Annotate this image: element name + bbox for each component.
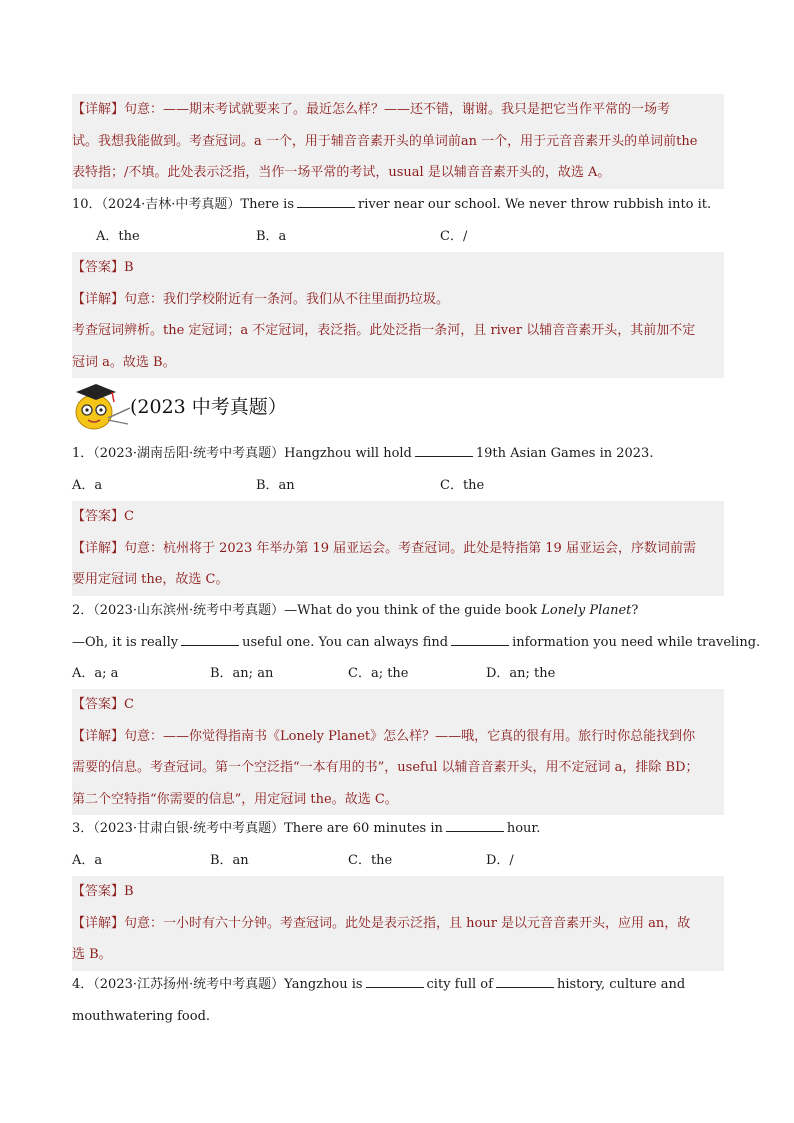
answer-blank <box>297 195 355 208</box>
answer-blank <box>415 444 473 457</box>
question-number: 4．（2023·江苏扬州·统考中考真题） <box>72 977 285 992</box>
question-number: 1．（2023·湖南岳阳·统考中考真题） <box>72 446 285 461</box>
question-number: 10．（2024·吉林·中考真题） <box>72 197 241 212</box>
question-1 <box>72 438 724 501</box>
section-heading <box>72 380 472 432</box>
answer-line: 【答案】B <box>72 884 134 899</box>
question-stem: mouthwatering food. <box>72 1008 211 1024</box>
book-title: Lonely Planet <box>541 603 632 618</box>
question-stem: 4．（2023·江苏扬州·统考中考真题）Yangzhou is city full of history, culture and <box>72 977 686 992</box>
q3-answer <box>72 876 724 971</box>
option-c: C．the <box>440 477 485 493</box>
explanation-line: 【详解】句意：我们学校附近有一条河。我们从不往里面扔垃圾。 <box>72 291 450 307</box>
question-stem: 3．（2023·甘肃白银·统考中考真题）There are 60 minutes in hour. <box>72 821 541 836</box>
question-stem: 2．（2023·山东滨州·统考中考真题）—What do you think of the guide book Lonely Planet? <box>72 603 639 618</box>
explanation-line: 第二个空特指“你需要的信息”，用定冠词 the。故选 C。 <box>72 791 398 807</box>
explanation-line: 冠词 a。故选 B。 <box>72 354 176 370</box>
options-row <box>72 658 724 690</box>
option-b: B．an <box>210 852 249 868</box>
question-stem: 10．（2024·吉林·中考真题）There is river near our school. We never throw rubbish into it. <box>72 197 712 212</box>
option-c: C．the <box>348 852 393 868</box>
question-number: 2．（2023·山东滨州·统考中考真题） <box>72 603 285 618</box>
explanation-line: 要用定冠词 the，故选 C。 <box>72 572 229 587</box>
question-number: 3．（2023·甘肃白银·统考中考真题） <box>72 821 285 836</box>
explanation-line: 需要的信息。考查冠词。第一个空泛指“一本有用的书”，useful 以辅音音素开头，用不定冠词 a，排除 BD； <box>72 760 699 775</box>
q1-answer <box>72 501 724 596</box>
explanation-line: 表特指；/不填。此处表示泛指，当作一场平常的考试，usual 是以辅音音素开头的，故选 A。 <box>72 165 611 180</box>
option-a: A．a <box>72 477 103 493</box>
option-c: C．a; the <box>348 666 409 681</box>
explanation-line: 考查冠词辨析。the 定冠词；a 不定冠词，表泛指。此处泛指一条河，且 river 以辅音音素开头，其前加不定 <box>72 323 696 338</box>
q2-answer <box>72 689 724 815</box>
explanation-line: 【详解】句意：——你觉得指南书《Lonely Planet》怎么样？——哦，它真的很有用。旅行时你总能找到你 <box>72 728 696 744</box>
options-row <box>72 221 724 253</box>
options-row <box>72 845 724 877</box>
answer-line: 【答案】B <box>72 260 134 275</box>
answer-blank <box>446 819 504 832</box>
explanation-line: 【详解】句意：一小时有六十分钟。考查冠词。此处是表示泛指，且 hour 是以元音音素开头，应用 an，故 <box>72 915 691 931</box>
q9-explanation <box>72 94 724 189</box>
answer-blank <box>496 975 554 988</box>
option-b: B．an; an <box>210 666 274 681</box>
question-4 <box>72 969 724 1032</box>
answer-line: 【答案】C <box>72 509 134 524</box>
answer-blank <box>451 633 509 646</box>
option-c: C．/ <box>440 228 468 244</box>
option-a: A．a; a <box>72 666 119 681</box>
explanation-line: 【详解】句意：——期末考试就要来了。最近怎么样？——还不错，谢谢。我只是把它当作平常的一场考 <box>72 102 671 117</box>
question-3 <box>72 813 724 876</box>
option-a: A．a <box>72 852 103 868</box>
option-a: A．the <box>96 228 140 244</box>
section-title: (2023 中考真题） <box>130 396 287 418</box>
question-2 <box>72 595 761 690</box>
explanation-line: 试。我想我能做到。考查冠词。a 一个，用于辅音音素开头的单词前an 一个，用于元音音素开头的单词前the <box>72 133 698 149</box>
options-row <box>72 470 724 502</box>
explanation-line: 选 B。 <box>72 947 112 962</box>
q10-answer <box>72 252 724 378</box>
option-b: B．a <box>256 228 287 244</box>
explanation-line: 【详解】句意：杭州将于 2023 年举办第 19 届亚运会。考查冠词。此处是特指第 19 届亚运会，序数词前需 <box>72 540 696 556</box>
option-b: B．an <box>256 477 295 493</box>
graduate-mascot-icon <box>72 380 132 432</box>
option-d: D．/ <box>486 852 514 868</box>
answer-line: 【答案】C <box>72 697 134 712</box>
answer-blank <box>366 975 424 988</box>
answer-blank <box>181 633 239 646</box>
question-stem: 1．（2023·湖南岳阳·统考中考真题）Hangzhou will hold 19th Asian Games in 2023. <box>72 446 654 461</box>
question-10 <box>72 189 724 252</box>
question-stem: —Oh, it is really useful one. You can always find information you need while traveling. <box>72 634 761 650</box>
option-d: D．an; the <box>486 666 556 681</box>
